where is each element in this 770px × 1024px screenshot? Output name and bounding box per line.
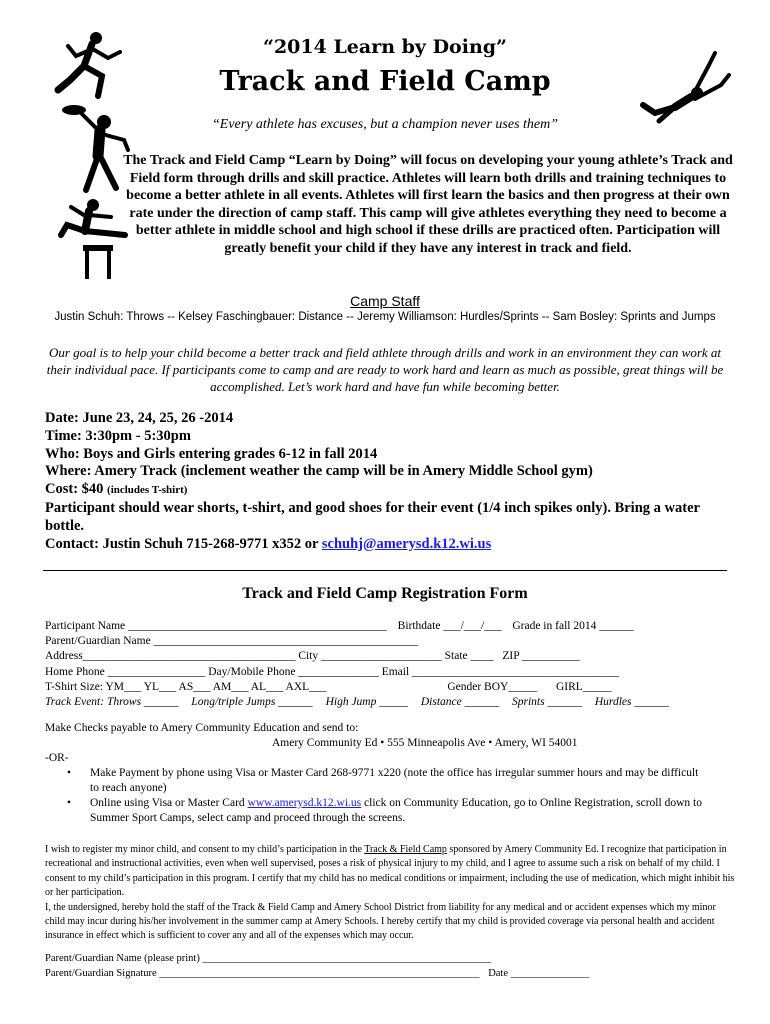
email-field[interactable]: Email ____________________________________ — [381, 665, 620, 678]
birthdate-field[interactable]: Birthdate ___/___/___ — [397, 620, 502, 632]
info-cost-line — [45, 481, 735, 500]
gender-boy-field[interactable]: Gender BOY_____ — [447, 680, 538, 693]
home-phone-field[interactable]: Home Phone _________________ — [45, 665, 206, 678]
payment-online-option — [45, 796, 710, 826]
event-throws-field[interactable]: Track Event: Throws ______ — [45, 696, 179, 709]
address-field[interactable]: Address_____________________________________ — [45, 650, 296, 663]
info-date: Date: June 23, 24, 25, 26 -2014 — [45, 410, 234, 426]
mobile-phone-field[interactable]: Day/Mobile Phone ______________ — [208, 665, 379, 678]
info-contact-line — [45, 536, 735, 554]
consent-text-pre: I wish to register my minor child, and consent to my child’s participation in the — [45, 844, 362, 855]
online-text-pre: Online using Visa or Master Card — [90, 797, 245, 809]
event-distance-field[interactable]: Distance ______ — [420, 696, 500, 709]
mailing-address: Amery Community Ed • 555 Minneapolis Ave • Amery, WI 54001 — [272, 737, 578, 749]
or-separator: -OR- — [45, 752, 69, 764]
section-divider — [43, 570, 727, 571]
event-sprints-field[interactable]: Sprints ______ — [512, 696, 582, 709]
grade-field[interactable]: Grade in fall 2014 ______ — [512, 620, 634, 632]
online-text-post: click on Community Education, go to Online Registration, scroll down to Summer Sport Camps, select camp and proceed through the screens. — [90, 797, 702, 824]
info-contact: Contact: Justin Schuh 715-268-9771 x352 or — [45, 535, 319, 552]
form-row-phone — [45, 665, 745, 680]
form-row-address — [45, 649, 745, 664]
signature-section — [45, 951, 745, 981]
form-row-participant — [45, 619, 745, 634]
form-row-signature — [45, 966, 745, 981]
city-field[interactable]: City _____________________ — [298, 650, 442, 663]
tshirt-size-field[interactable]: T-Shirt Size: YM___ YL___ AS___ AM___ AL___ AXL___ — [45, 680, 327, 693]
school-website-link[interactable]: www.amerysd.k12.wi.us — [247, 797, 362, 809]
info-who: Who: Boys and Girls entering grades 6-12 in fall 2014 — [45, 445, 378, 462]
form-row-events — [45, 695, 745, 710]
contact-email-link[interactable]: schuhj@amerysd.k12.wi.us — [321, 535, 492, 552]
staff-heading: Camp Staff — [350, 293, 420, 309]
gender-girl-field[interactable]: GIRL_____ — [555, 680, 612, 693]
parent-name-field[interactable]: Parent/Guardian Name ______________________________________________ — [45, 635, 419, 648]
intro-paragraph: The Track and Field Camp “Learn by Doing” will focus on developing your young athlete’s Track and Field form through drills and skill practice. Athletes will learn both drills and training techniques to become a better athlete in all events. Athletes will first learn the basics and then progress at their own rate under the direction of camp staff. This camp will give athletes everything they need to become a better athlete in middle school and high school if these drills are practiced often. Participation will greatly benefit your child if they have any interest in track and field. — [123, 153, 733, 256]
zip-field[interactable]: ZIP __________ — [502, 650, 580, 663]
event-hurdles-field[interactable]: Hurdles ______ — [594, 696, 669, 709]
info-time: Time: 3:30pm - 5:30pm — [45, 427, 191, 444]
goal-paragraph: Our goal is to help your child become a better track and field athlete through drills and work in an environment they can work at their individual pace. If participants come to camp and are ready to work hard and learn as much as possible, great things will be accomplished. Let’s work hard and have fun while becoming better. — [46, 345, 724, 394]
consent-paragraph-2: I, the undersigned, hereby hold the staff of the Track & Field Camp and Amery School District from liability for any medical and or accident expenses which my minor child may incur during his/her involvement in the summer camp at Amery Schools. I hereby certify that my child is provided coverage via personal health and accident insurance in effect which is sufficient to cover any and all of the expenses which may occur. — [45, 901, 716, 942]
quote: “Every athlete has excuses, but a champion never uses them” — [211, 117, 559, 132]
info-where: Where: Amery Track (inclement weather the camp will be in Amery Middle School gym) — [45, 463, 593, 480]
info-cost: Cost: $40 — [45, 481, 104, 498]
guardian-print-name-field[interactable]: Parent/Guardian Name (please print) _______________________________________________________ — [45, 953, 492, 964]
form-heading: Track and Field Camp Registration Form — [242, 585, 528, 602]
staff-list: Justin Schuh: Throws -- Kelsey Faschingbauer: Distance -- Jeremy Williamson: Hurdles/Sprints -- Sam Bosley: Sprints and Jumps — [54, 311, 716, 323]
signature-date-field[interactable]: Date _______________ — [488, 968, 590, 979]
guardian-signature-field[interactable]: Parent/Guardian Signature _____________________________________________________________ — [45, 968, 480, 979]
consent-paragraph-1 — [45, 843, 735, 901]
participant-name-field[interactable]: Participant Name _____________________________________________ — [45, 620, 387, 632]
state-field[interactable]: State ____ — [444, 650, 494, 663]
consent-camp-name: Track & Field Camp — [364, 844, 447, 855]
payment-section — [45, 721, 745, 826]
page-title: Track and Field Camp — [219, 66, 551, 97]
event-long-jump-field[interactable]: Long/triple Jumps ______ — [191, 696, 313, 709]
payment-options — [45, 766, 745, 826]
checks-instruction: Make Checks payable to Amery Community Education and send to: — [45, 722, 359, 734]
info-wear: Participant should wear shorts, t-shirt, and good shoes for their event (1/4 inch spikes only). Bring a water bottle. — [45, 499, 700, 534]
info-cost-note: (includes T-shirt) — [107, 484, 188, 497]
consent-text-post: sponsored by Amery Community Ed. I recognize that participation in recreational and instructional activities, even when well supervised, poses a risk of physical injury to my child, and I agree to assume such a risk on behalf of my child. I consent to my child’s participation in this program. I certify that my child has no medical conditions or impairment, including the use of medication, which might inhibit his or her participation. — [45, 844, 735, 899]
event-high-jump-field[interactable]: High Jump _____ — [325, 696, 408, 709]
form-row-tshirt — [45, 680, 745, 695]
registration-form — [45, 619, 745, 710]
camp-info — [45, 410, 735, 553]
payment-phone-option: • Make Payment by phone using Visa or Master Card 268-9771 x220 (note the office has irregular summer hours and may be difficult to reach anyone) — [45, 766, 710, 796]
title-line-1: “2014 Learn by Doing” — [263, 36, 507, 58]
consent-section — [45, 843, 735, 944]
